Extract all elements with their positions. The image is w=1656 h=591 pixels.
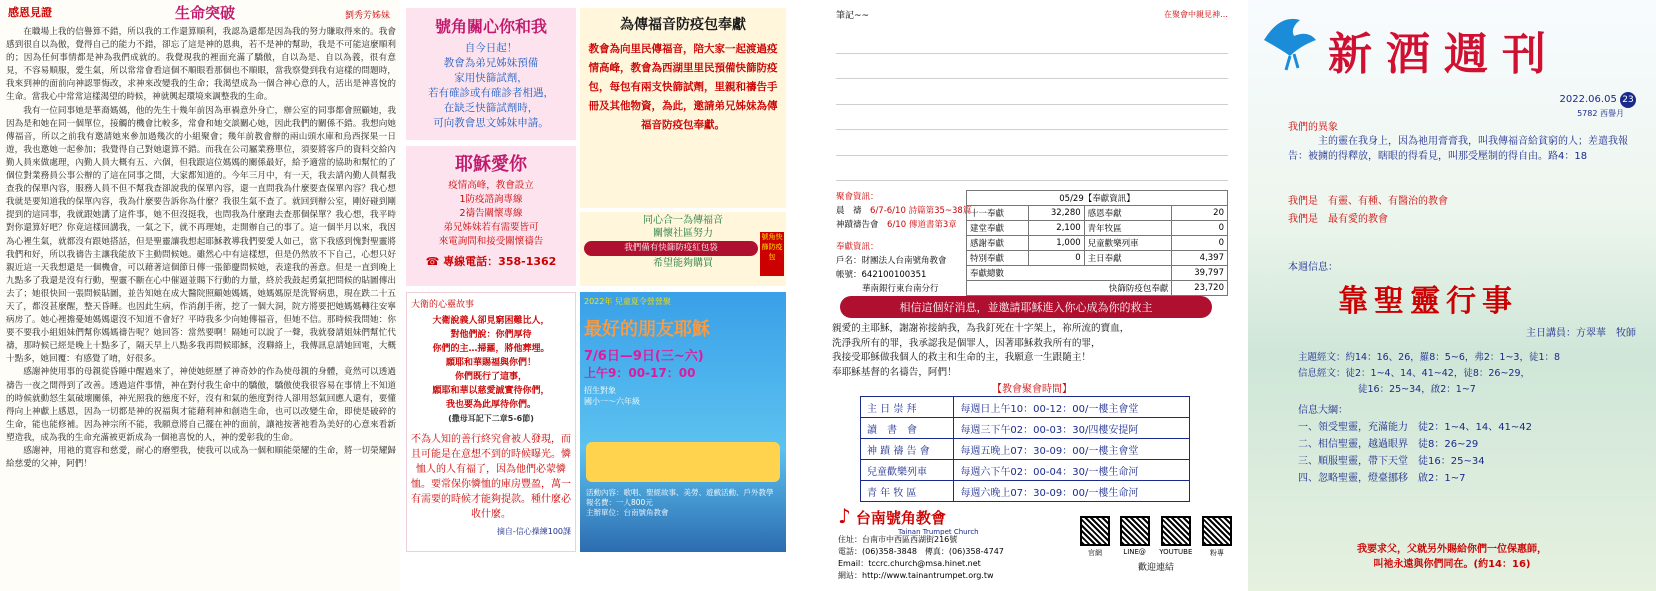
cell: 每週六晚上07：30-09：00/一樓生命河	[954, 481, 1190, 502]
cell: 主日奉獻	[1084, 251, 1172, 266]
email: Email：tccrc.church@msa.hinet.net	[838, 559, 981, 568]
camp-title: 最好的朋友耶穌	[584, 319, 710, 340]
cell: 23,720	[1172, 281, 1228, 296]
note-lines	[836, 28, 1228, 181]
care-title: 號角關心你和我	[434, 17, 547, 36]
outline-item: 四、忽略聖靈，燈臺挪移 啟2：1~7	[1298, 473, 1466, 484]
issue-date: 2022.06.05	[1559, 94, 1617, 105]
outline-item: 一、領受聖靈，充滿能力 徒2：1~4、14、41~42	[1298, 422, 1533, 433]
kit-line: 同心合一為傳福音	[643, 215, 723, 226]
identity-line: 我們是 有靈、有種、有醫治的教會	[1288, 196, 1448, 207]
offering-title: 05/29【奉獻資訊】	[967, 191, 1228, 206]
outline-item: 三、順服聖靈，帶下天堂 徒16：25~34	[1298, 456, 1485, 467]
church-name-en: Tainan Trumpet Church	[898, 528, 979, 536]
phone: 電話：(06)358-3848 傳真：(06)358-4747	[838, 547, 1004, 556]
cell: 每週五晚上07：30-09：00/一樓主會堂	[954, 439, 1190, 460]
poem-line: 願耶和華以慈愛誠實待你們，	[432, 386, 550, 396]
table-row	[861, 397, 1190, 418]
meeting-name: 晨 禱	[836, 206, 862, 216]
poem-line: 大衛說義人卻見窮困難比人，	[432, 316, 550, 326]
bulletin-title: 新酒週刊	[1328, 29, 1560, 80]
sinners-prayer	[832, 322, 1236, 380]
cell: 0	[1029, 251, 1085, 266]
info-panel	[830, 0, 1240, 591]
care-line: 家用快篩試劑，	[454, 72, 528, 84]
story-source: 摘自-信心操練100課	[496, 527, 571, 536]
prayer-line: 奉耶穌基督的名禱告，阿們！	[832, 366, 957, 378]
jesus-loves-title: 耶穌愛你	[455, 154, 527, 175]
table-row	[861, 481, 1190, 502]
table-row	[967, 236, 1228, 251]
speaker: 主日講員：方翠華 牧師	[1526, 328, 1636, 339]
camp-activities: 活動內容：歌唱、聖經故事、美勞、遊戲活動、戶外教學	[586, 488, 774, 497]
cell: 兒童歡樂列車	[861, 460, 954, 481]
qr-line[interactable]	[1120, 516, 1150, 558]
kit-box	[580, 212, 786, 286]
meeting-detail: 6/7-6/10 詩篇第35~38篇	[870, 206, 972, 216]
table-row	[967, 221, 1228, 236]
qr-website[interactable]	[1080, 516, 1110, 558]
testimony-title: 生命突破	[175, 4, 236, 22]
camp-photo	[586, 442, 780, 482]
website: 網站：http://www.tainantrumpet.org.tw	[838, 571, 994, 580]
contact-info	[838, 534, 1004, 582]
cell: 十一奉獻	[967, 206, 1029, 221]
summer-camp-box	[580, 292, 786, 552]
notes-heading: 在聚會中親見神…	[1164, 10, 1228, 19]
care-box	[406, 8, 576, 140]
account-bank: 華南銀行東台南分行	[862, 284, 939, 294]
kit-badge: 號角快篩防疫包	[760, 232, 784, 276]
cell: 青年牧區	[1084, 221, 1172, 236]
table-row	[861, 460, 1190, 481]
verse-line: 叫祂永遠與你們同在。(約14：16)	[1373, 559, 1531, 570]
cell: 39,797	[1172, 266, 1228, 281]
trumpet-icon: ♪	[838, 504, 851, 528]
notes-label: 筆記~~	[836, 11, 870, 21]
cell: 青 年 牧 區	[861, 481, 954, 502]
hotline-item: 1防疫諮詢專線	[459, 194, 523, 205]
cell: 20	[1172, 206, 1228, 221]
offering-table	[966, 190, 1228, 296]
cell: 特別奉獻	[967, 251, 1029, 266]
offering-appeal-box	[580, 8, 786, 208]
schedule-table	[860, 396, 1190, 502]
table-row	[967, 206, 1228, 221]
cell: 感謝奉獻	[967, 236, 1029, 251]
paragraph: 感謝神，用祂的寬容和慈愛，耐心的磨塑我，使我可以成為一個和順能榮耀的生命，將一切榮耀歸給慈愛的父神，阿們！	[6, 446, 396, 470]
camp-host: 主辦單位：台南號角教會	[586, 508, 669, 517]
care-line: 若有確診或有確診者相遇，	[428, 87, 554, 99]
invite-banner: 相信這個好消息，並邀請耶穌進入你心成為你的救主	[840, 296, 1212, 318]
qr-codes	[1080, 516, 1232, 573]
address: 住址：台南市中西區西湖街216號	[838, 535, 958, 544]
hotline-item: 2禱告關懷專線	[459, 208, 523, 219]
cell: 32,280	[1029, 206, 1085, 221]
poem-ref: (撒母耳記下二章5-6節)	[448, 414, 534, 423]
scripture-block	[1298, 350, 1648, 398]
care-line: 在缺乏快篩試劑時，	[443, 102, 539, 114]
cell: 兒童歡樂列車	[1084, 236, 1172, 251]
outline-heading: 信息大綱：	[1298, 405, 1348, 416]
church-name: 台南號角教會	[855, 509, 946, 527]
camp-fee: 報名費：一人800元	[586, 498, 653, 507]
kit-line: 關懷社區努力	[653, 228, 713, 239]
cell: 建堂奉獻	[967, 221, 1029, 236]
message-scripture: 徒16：25~34，啟2：1~7	[1358, 384, 1476, 395]
table-row	[861, 418, 1190, 439]
cell: 奉獻總數	[967, 266, 1172, 281]
poem-line: 我也要為此厚待你們。	[445, 400, 536, 410]
meeting-info-heading: 聚會資訊：	[836, 192, 879, 202]
cell: 主 日 崇 拜	[861, 397, 954, 418]
hotline-number: 專線電話：358-1362	[443, 255, 557, 268]
prayer-line: 親愛的主耶穌，謝謝祢接納我，為我釘死在十字架上，祢所流的寶血，	[832, 323, 1130, 334]
story-title: 大衛的心靈故事	[411, 300, 475, 310]
care-line: 自今日起！	[464, 42, 518, 54]
identity-line: 我們是 最有愛的教會	[1288, 214, 1388, 225]
qr-youtube[interactable]	[1159, 516, 1192, 558]
testimony-body	[6, 26, 396, 471]
cell: 每週三下午02：00-03：30/四樓安提阿	[954, 418, 1190, 439]
cover-panel	[1248, 0, 1656, 591]
section-label: 感恩見證	[8, 6, 52, 19]
qr-label: YOUTUBE	[1159, 548, 1193, 556]
appeal-title: 為傳福音防疫包奉獻	[620, 17, 746, 33]
account-name: 戶名：財團法人台南號角教會	[836, 256, 947, 266]
cell: 4,397	[1172, 251, 1228, 266]
vision-heading: 我們的異象	[1288, 122, 1338, 133]
poem-line: 對他們說：你們厚待	[450, 330, 532, 340]
notices-panel	[406, 0, 786, 591]
dove-logo-icon	[1260, 10, 1320, 74]
cell: 2,100	[1029, 221, 1085, 236]
outline	[1298, 402, 1532, 487]
paragraph: 感謝神使用事的母親從昏睡中醒過來了，神使她經歷了神奇妙的作為使母親的身體，竟然可以透過禱告一夜之間得到了改善。透過這件事情，神在對付我生命中的驕傲，驕傲使我很容易在事情上不知道的時候就動怒生氣破壞關係，神光照我的態度不好，沒有和氣的態度對待人卻用怒氣回應人還有，要懂得向上神獻上感恩，因為一切都是神的祝福與才能藉利神和創造生命，也可以改變生命，即使是破碎的生命，能也能修補。因為神宗所不能，我願意將自己擺在神的面前，讓祂按著祂看為美好的心意來看新塑造我，成為我的生命充滿被更新成為一個祂喜悅的人，神的愛彰我的生命。	[6, 367, 396, 443]
cell: 0	[1172, 221, 1228, 236]
appeal-text: 教會為向里民傳福音，陪大家一起渡過疫情高峰，教會為西湖里里民預備快篩防疫包，每包有兩支快篩試劑，里親和禱告手冊及其他物資，為此，邀請弟兄姊妹為傳福音防疫包奉獻。	[588, 43, 778, 131]
cell: 讀 書 會	[861, 418, 954, 439]
outline-item: 二、相信聖靈，越過眼界 徒8：26~29	[1298, 439, 1479, 450]
camp-date: 7/6日—9日(三~六)	[584, 349, 704, 364]
qr-label: 粉專	[1209, 549, 1224, 557]
note-line: 來電詢問和接受關懷禱告	[438, 236, 544, 247]
poem-line: 願耶和華賜福與你們！	[445, 358, 536, 368]
note-line: 弟兄姊妹若有需要皆可	[443, 222, 539, 233]
vision-text: 主的靈在我身上，因為祂用膏膏我，叫我傳福音給貧窮的人；差遣我報告：被擄的得釋放，瞎眼的得看見，叫那受壓制的得自由。路4：18	[1288, 136, 1628, 162]
care-line: 可向教會思文姊妹申請。	[433, 117, 549, 129]
closing-verse	[1248, 542, 1656, 572]
cell: 每週六下午02：00-04：30/一樓生命河	[954, 460, 1190, 481]
cell: 每週日上午10：00-12：00/一樓主會堂	[954, 397, 1190, 418]
david-story-box	[406, 292, 576, 552]
cell: 感恩奉獻	[1084, 206, 1172, 221]
prayer-line: 我接受耶穌做我個人的救主和生命的主，我願意一生跟隨主！	[832, 352, 1092, 363]
cell: 神 蹟 禱 告 會	[861, 439, 954, 460]
cell: 1,000	[1029, 236, 1085, 251]
hebrew-month: 5782 西譽月	[1577, 109, 1624, 118]
camp-top: 2022年 兒童夏令營營聚	[584, 297, 671, 306]
account-heading: 奉獻資訊：	[836, 242, 879, 252]
prayer-line: 洗淨我所有的罪，我承認我是個罪人，因著耶穌救我所有的罪，	[832, 337, 1101, 349]
church-logo	[838, 504, 979, 536]
camp-time: 上午9：00-17：00	[584, 366, 696, 380]
kit-line: 希望能夠購買	[653, 258, 713, 269]
theme-scripture: 主題經文：約14：16、26，羅8：5~6，弗2：1~3，徒1：8	[1298, 352, 1561, 363]
cell: 0	[1172, 236, 1228, 251]
qr-label: 官網	[1088, 549, 1102, 557]
message-scripture: 信息經文：徒2：1~4、14、41~42，徒8：26~29，	[1298, 368, 1530, 379]
table-row	[967, 281, 1228, 296]
paragraph: 我有一位同事她是華裔媽媽，他的先生十幾年前因為車禍意外身亡，辦公室的同事都會照顧她，我因為是和她在同一個單位，接觸的機會比較多，常會和她交談關心她，因此我們的關係不錯。我想向她傳福音，所以之前我有邀請她來參加過幾次的小組聚會；幾年前教會辦的兩山頭水庫和烏西探果一日遊，我也邀她一起參加；我覺得自己對她還算不錯。而我在公司屬業務單位，須要將客戶的資料交給內勤人員來做處理，內勤人員大概有五、六個，但我跟這位媽媽的關係最好，給予適當的協助和幫忙的了個位對業務員公事公辦的了這在同事之間，大家都知道的。今年三月中，有一天，我去請內勤人員幫我查我的保單內容，服務人員不但不幫我查卻說我的保單內容，還一直問我為什麼要查保單內容？我心想我就是要知道我的保單內容，我為什麼要告訴你為什麼？我很生氣不查了。就回到辦公室，剛好碰到剛提到的這同事，我就跟她講了這件事，她不但沒挺我，也問我為什麼跑去查那個保單？我心想，我平時對你還算好吧？你竟這樣回講我，一氣之下，就不再理她，走開辦自己的事了。這一個半月以來，我因為心裡生氣，就都沒有跟她搭話，但是聖靈讓我想起耶穌教導我們要愛人如己，當下我感到愧對聖靈將我們和好，所以我禱告主讓我能放下主動問候她。雖然心中有這樣想，但是仍然放不下自己，心想只好親近這一天我想還是一個機會，可以藉著這個節日傳一張節慶問候她，表達我的善意。但是一直到晚上九點多了我還是沒有行動，聖靈不斷在心中催逼並賜下行動的力量，終於我鼓起勇氣把問候的貼圖傳出去了；她很快回一張問候貼圖，並告知她在成大醫院照顧她媽媽，她媽媽原是洗腎病患，現在跌二十五天了，都沒甚麼醒，整天昏睡。也因此生病，作消創手術，挖了一個大洞，院方將要把她媽媽轉往安寧病房了。她心裡擔憂她媽媽還沒不知道不會好？平時我多少向她傳福音，但她不信。那時候我問她：你要不要我小組姐妹們幫你媽媽禱告呢？她回答：當然要啊！隔她可以說了一聲，我就發請姐妹們幫忙代禱，那時候已經是晚上十點多了，隔天早上八點多我再問候耶穌，沒聯絡上，我傳訊息請她回電，大概十點多，她回覆：有感覺了唷，好很多。	[6, 105, 396, 365]
table-row	[861, 439, 1190, 460]
kit-banner: 我們備有快篩防疫紅包袋	[584, 241, 758, 256]
cell: 快篩防疫包奉獻	[967, 281, 1172, 296]
table-row	[967, 251, 1228, 266]
camp-target: 國小一～六年級	[584, 397, 640, 406]
table-row	[967, 266, 1228, 281]
issue-number: 23	[1620, 92, 1636, 108]
paragraph: 在職場上我的信譽算不錯，所以我的工作還算順利，我認為還都是因為我的努力賺取得來的。我會感到很自以為傲，覺得自己的能力不錯，卻忘了這是神的恩典，若不是神的幫助，我是不可能這麼順利的；因為任何事情都是神為我們成就的。我覺現我的裡面充滿了驕傲，自以為是、自以為義，很有意見，不容易順服，愛生氣，所以常常會看這個不順眼看那個也不順眼，當我察覺到我有這樣的問題時，我來到神的面前向神認罪悔改，求神來改變我的生命；我渴望成為一個合神心意的人，活出是神喜悅的生命。當我心中常常這樣渴望的時候，神就興起環境來調整我的生命。	[6, 27, 396, 103]
story-quote: 不為人知的善行終究會被人發現，而且可能是在意想不到的時候曝光。憐恤人的人有福了，因為他們必蒙憐恤。要常保你憐恤的庫房豐盈，萬一有需要的時候才能夠提款。種什麼必收什麼。	[411, 434, 571, 520]
phone-icon: ☎	[425, 255, 440, 268]
meeting-name: 神蹟禱告會	[836, 220, 879, 230]
poem-line: 你們的主…掃羅，將他葬埋。	[432, 344, 550, 354]
testimony-panel	[0, 0, 400, 591]
message-heading: 本週信息：	[1288, 262, 1338, 273]
care-line: 教會為弟兄姊妹預備	[443, 57, 539, 69]
verse-line: 我要求父，父就另外賜給你們一位保惠師，	[1357, 544, 1547, 555]
jesus-loves-box	[406, 146, 576, 286]
meeting-detail: 6/10 傳道書第3章	[887, 220, 957, 230]
qr-label: LINE@	[1123, 548, 1146, 556]
schedule-title: 【教會聚會時間】	[992, 384, 1072, 395]
lead-line: 疫情高峰，教會設立	[448, 180, 534, 191]
account-number: 帳號：642100100351	[836, 270, 927, 280]
author: 劉秀芳姊妹	[344, 11, 390, 21]
link-caption: 歡迎連結	[1137, 563, 1174, 573]
poem-line: 你們既行了這事，	[454, 372, 527, 382]
camp-target-label: 招生對象	[584, 386, 616, 395]
sermon-title: 靠聖靈行事	[1338, 284, 1518, 319]
qr-fanpage[interactable]	[1202, 516, 1232, 558]
meeting-info	[836, 190, 971, 296]
